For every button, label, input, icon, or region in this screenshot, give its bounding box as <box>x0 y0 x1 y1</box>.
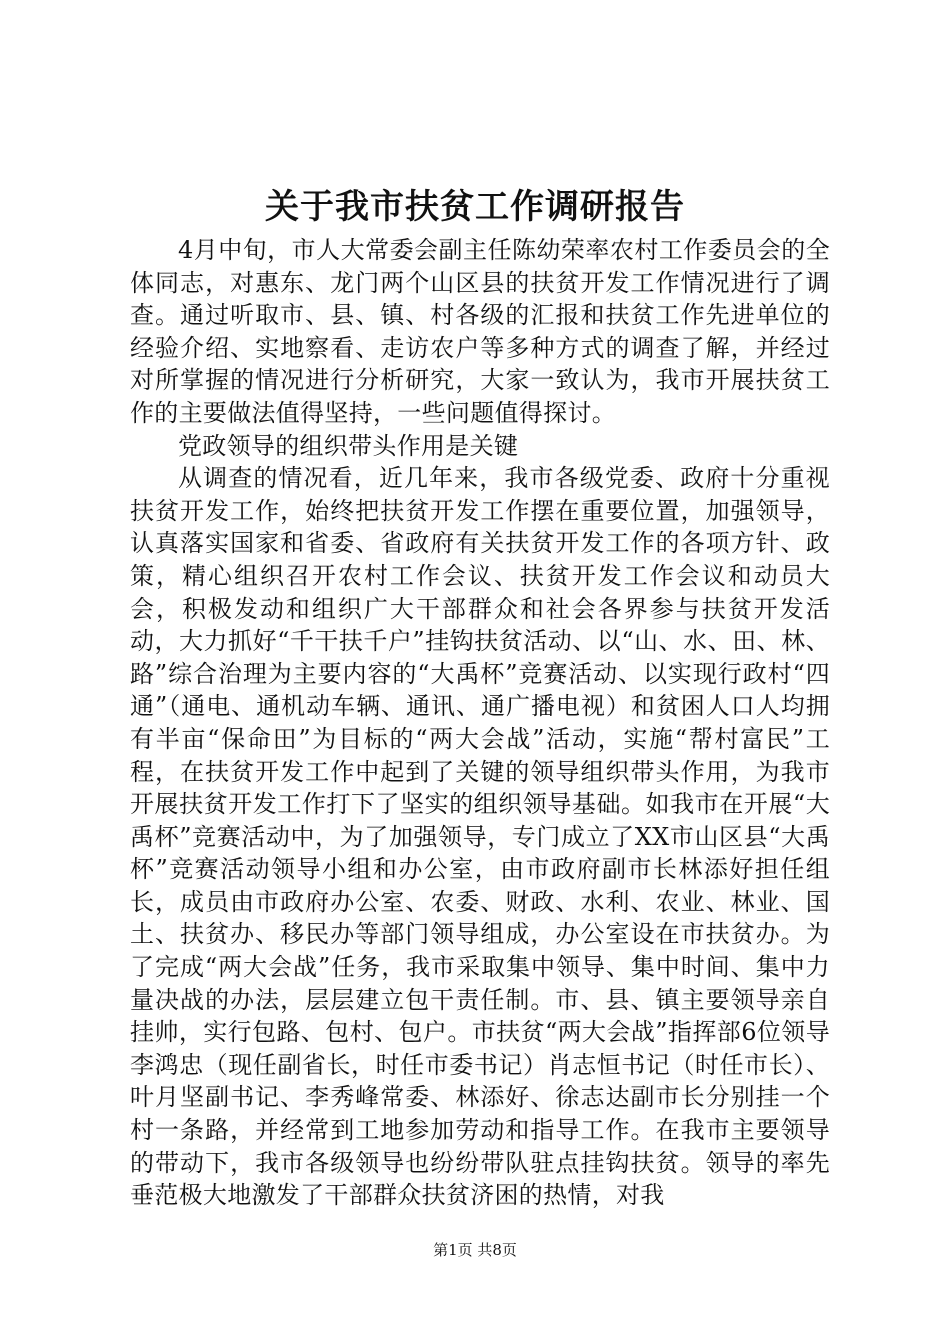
document-body <box>130 234 830 1212</box>
document-title: 关于我市扶贫工作调研报告 <box>265 187 685 227</box>
paragraph-intro: 4月中旬，市人大常委会副主任陈幼荣率农村工作委员会的全体同志，对惠东、龙门两个山区县的扶贫开发工作情况进行了调查。通过听取市、县、镇、村各级的汇报和扶贫工作先进单位的经验介绍、实地察看、走访农户等多种方式的调查了解，并经过对所掌握的情况进行分析研究，大家一致认为，我市开展扶贫工作的主要做法值得坚持，一些问题值得探讨。 <box>130 236 830 427</box>
page-footer: 第1页 共8页 <box>433 1241 517 1259</box>
paragraph-main: 从调查的情况看，近几年来，我市各级党委、政府十分重视扶贫开发工作，始终把扶贫开发工作摆在重要位置，加强领导，认真落实国家和省委、省政府有关扶贫开发工作的各项方针、政策，精心组织召开农村工作会议、扶贫开发工作会议和动员大会，积极发动和组织广大干部群众和社会各界参与扶贫开发活动，大力抓好“千干扶千户”挂钩扶贫活动、以“山、水、田、林、路”综合治理为主要内容的“大禹杯”竞赛活动、以实现行政村“四通”（通电、通机动车辆、通讯、通广播电视）和贫困人口人均拥有半亩“保命田”为目标的“两大会战”活动，实施“帮村富民”工程，在扶贫开发工作中起到了关键的领导组织带头作用，为我市开展扶贫开发工作打下了坚实的组织领导基础。如我市在开展“大禹杯”竞赛活动中，为了加强领导，专门成立了XX市山区县“大禹杯”竞赛活动领导小组和办公室，由市政府副市长林添好担任组长，成员由市政府办公室、农委、财政、水利、农业、林业、国土、扶贫办、移民办等部门领导组成，办公室设在市扶贫办。为了完成“两大会战”任务，我市采取集中领导、集中时间、集中力量决战的办法，层层建立包干责任制。市、县、镇主要领导亲自挂帅，实行包路、包村、包户。市扶贫“两大会战”指挥部6位领导李鸿忠（现任副省长，时任市委书记）肖志恒书记（时任市长）、叶月坚副书记、李秀峰常委、林添好、徐志达副市长分别挂一个村一条路，并经常到工地参加劳动和指导工作。在我市主要领导的带动下，我市各级领导也纷纷带队驻点挂钩扶贫。领导的率先垂范极大地激发了干部群众扶贫济困的热情，对我 <box>130 464 830 1210</box>
section-heading: 党政领导的组织带头作用是关键 <box>178 431 519 460</box>
